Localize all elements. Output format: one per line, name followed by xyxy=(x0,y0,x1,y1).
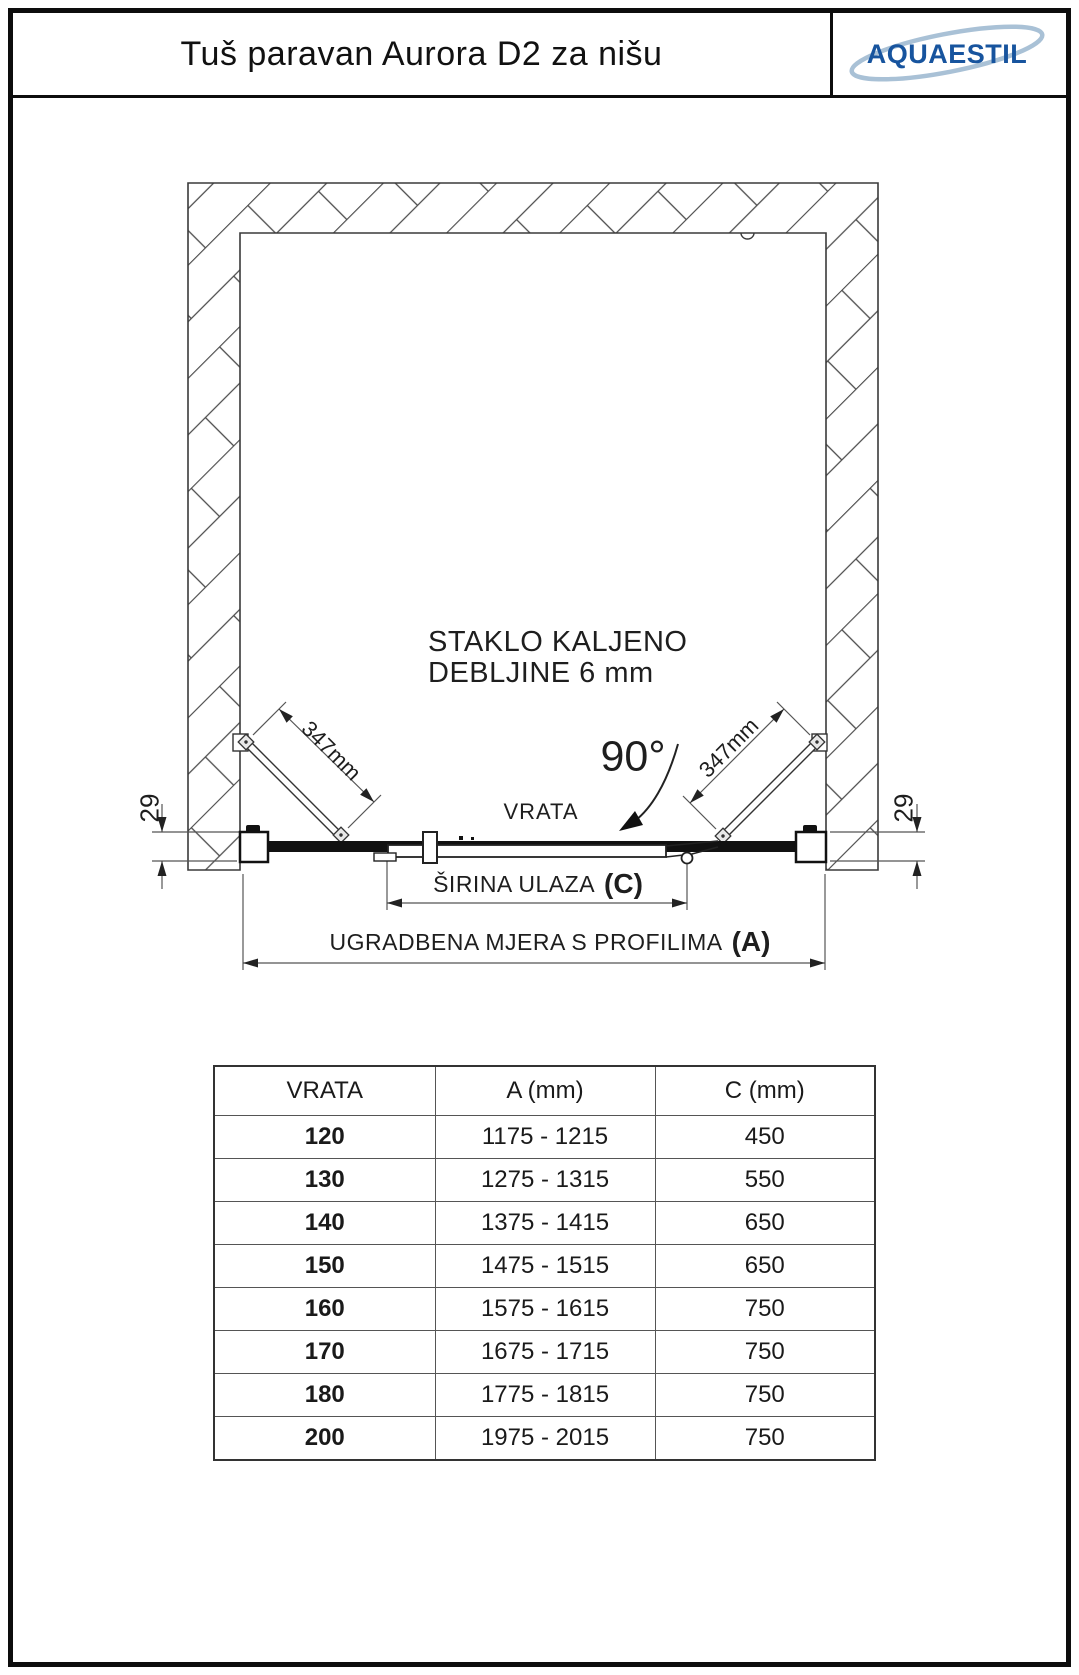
cell-vrata: 200 xyxy=(214,1417,435,1461)
cell-c: 750 xyxy=(655,1417,875,1461)
glass-note-line1: STAKLO KALJENO xyxy=(428,626,688,658)
door-handle xyxy=(423,832,437,863)
table-row xyxy=(214,1331,875,1374)
install-width-label: UGRADBENA MJERA S PROFILIMA xyxy=(329,928,723,955)
wall-arc-mark xyxy=(741,233,754,239)
entry-width-label: ŠIRINA ULAZA xyxy=(433,870,596,897)
table-row xyxy=(214,1159,875,1202)
cell-vrata: 140 xyxy=(214,1202,435,1245)
entry-width-symbol: (C) xyxy=(604,868,643,899)
cell-c: 750 xyxy=(655,1331,875,1374)
size-table xyxy=(213,1065,876,1461)
cell-c: 650 xyxy=(655,1245,875,1288)
size-table-header-row xyxy=(214,1066,875,1116)
table-row xyxy=(214,1245,875,1288)
table-row xyxy=(214,1374,875,1417)
wall-profile-right xyxy=(796,832,826,862)
door-pivot xyxy=(682,853,693,864)
angle-label: 90° xyxy=(600,732,666,781)
cell-vrata: 150 xyxy=(214,1245,435,1288)
table-row xyxy=(214,1116,875,1159)
install-width-caption xyxy=(330,926,771,958)
wall-offset-right-label: 29 xyxy=(888,793,919,823)
panel-dim-left-label: 347mm xyxy=(296,715,367,786)
wall-hatch xyxy=(188,183,878,870)
table-row xyxy=(214,1202,875,1245)
cell-vrata: 130 xyxy=(214,1159,435,1202)
logo-text: AQUAESTIL xyxy=(866,38,1028,69)
table-row xyxy=(214,1417,875,1461)
col-header-vrata: VRATA xyxy=(214,1066,435,1116)
door-rail-assembly xyxy=(240,825,826,864)
cell-c: 550 xyxy=(655,1159,875,1202)
page-title: Tuš paravan Aurora D2 za nišu xyxy=(180,34,663,73)
table-row xyxy=(214,1288,875,1331)
col-header-a: A (mm) xyxy=(435,1066,655,1116)
wall-offset-left-label: 29 xyxy=(134,793,165,823)
cell-a: 1575 - 1615 xyxy=(435,1288,655,1331)
glass-note-line2: DEBLJINE 6 mm xyxy=(428,657,654,689)
cell-c: 650 xyxy=(655,1202,875,1245)
cell-a: 1675 - 1715 xyxy=(435,1331,655,1374)
cell-vrata: 120 xyxy=(214,1116,435,1159)
door-label: VRATA xyxy=(503,799,579,824)
cell-a: 1475 - 1515 xyxy=(435,1245,655,1288)
col-header-c: C (mm) xyxy=(655,1066,875,1116)
panel-dim-right-label: 347mm xyxy=(693,712,764,783)
install-width-symbol: (A) xyxy=(731,926,771,957)
cell-vrata: 180 xyxy=(214,1374,435,1417)
cell-vrata: 160 xyxy=(214,1288,435,1331)
cell-a: 1975 - 2015 xyxy=(435,1417,655,1461)
cell-vrata: 170 xyxy=(214,1331,435,1374)
entry-width-caption xyxy=(433,868,643,900)
wall-profile-left xyxy=(240,832,268,862)
cell-a: 1375 - 1415 xyxy=(435,1202,655,1245)
glass-note xyxy=(428,627,688,689)
cell-c: 750 xyxy=(655,1374,875,1417)
cell-c: 450 xyxy=(655,1116,875,1159)
cell-c: 750 xyxy=(655,1288,875,1331)
cell-a: 1275 - 1315 xyxy=(435,1159,655,1202)
cell-a: 1175 - 1215 xyxy=(435,1116,655,1159)
cell-a: 1775 - 1815 xyxy=(435,1374,655,1417)
